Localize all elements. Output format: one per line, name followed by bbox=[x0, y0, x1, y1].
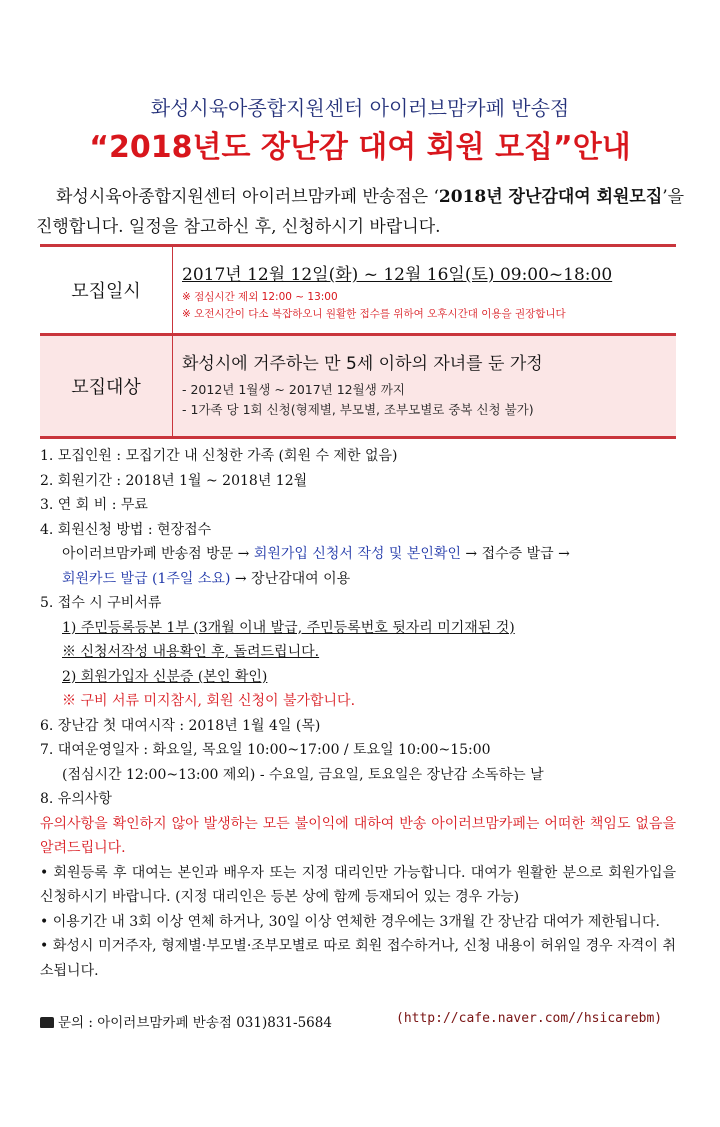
target-sub-1: - 2012년 1월생 ~ 2017년 12월생 까지 bbox=[182, 382, 405, 397]
list-item: 2) 회원가입자 신분증 (본인 확인) bbox=[62, 668, 268, 685]
list-item: 1. 모집인원 : 모집기간 내 신청한 가족 (회원 수 제한 없음) bbox=[40, 448, 398, 464]
list-item: 4. 회원신청 방법 : 현장접수 bbox=[40, 521, 212, 538]
intro-text-1: 화성시육아종합지원센터 아이러브맘카페 반송점은 ‘ bbox=[56, 187, 439, 207]
schedule-label: 모집일시 bbox=[40, 246, 173, 335]
details-list bbox=[40, 444, 676, 983]
table-row-schedule bbox=[40, 246, 676, 335]
list-item: 6. 장난감 첫 대여시작 : 2018년 1월 4일 (목) bbox=[40, 717, 321, 734]
phone-icon bbox=[40, 1017, 54, 1028]
intro-paragraph bbox=[36, 182, 686, 242]
organization-name: 화성시육아종합지원센터 아이러브맘카페 반송점 bbox=[150, 96, 570, 120]
schedule-main: 2017년 12월 12일(화) ~ 12월 16일(토) 09:00~18:00 bbox=[182, 265, 613, 285]
bullet-item: • 화성시 미거주자, 형제별·부모별·조부모별로 따로 회원 접수하거나, 신청 내용이 허위일 경우 자격이 취소됩니다. bbox=[40, 938, 676, 979]
schedule-note-1: ※ 점심시간 제외 12:00 ~ 13:00 bbox=[182, 291, 338, 303]
schedule-note-2: ※ 오전시간이 다소 복잡하오니 원활한 접수를 위하여 오후시간대 이용을 권장합니다 bbox=[182, 308, 566, 320]
list-item: 1) 주민등록등본 1부 (3개월 이내 발급, 주민등록번호 뒷자리 미기재된 것) bbox=[62, 619, 515, 636]
list-item: ※ 구비 서류 미지참시, 회원 신청이 불가합니다. bbox=[62, 693, 356, 709]
intro-text-2: ’을 진행합니다. 일정을 참고하신 후, 신청하시기 바랍니다. bbox=[36, 187, 685, 237]
list-item: (점심시간 12:00~13:00 제외) - 수요일, 금요일, 토요일은 장난감 소독하는 날 bbox=[62, 766, 544, 783]
list-item: 회원카드 발급 (1주일 소요) → 장난감대여 이용 bbox=[62, 570, 351, 587]
schedule-cell bbox=[173, 246, 677, 335]
bullet-item: • 이용기간 내 3회 이상 연체 하거나, 30일 이상 연체한 경우에는 3개월 간 장난감 대여가 제한됩니다. bbox=[40, 913, 660, 930]
table-row-target bbox=[40, 335, 676, 438]
list-item: 3. 연 회 비 : 무료 bbox=[40, 497, 148, 513]
footer bbox=[40, 1011, 680, 1031]
target-label: 모집대상 bbox=[40, 335, 173, 438]
target-cell bbox=[173, 335, 677, 438]
list-item: 2. 회원기간 : 2018년 1월 ~ 2018년 12월 bbox=[40, 472, 308, 489]
warning-text: 유의사항을 확인하지 않아 발생하는 모든 불이익에 대하여 반송 아이러브맘카페는 어떠한 책임도 없음을 알려드립니다. bbox=[40, 815, 676, 856]
list-item: 8. 유의사항 bbox=[40, 791, 112, 807]
list-item: 7. 대여운영일자 : 화요일, 목요일 10:00~17:00 / 토요일 10:00~15:00 bbox=[40, 742, 491, 758]
intro-bold: 2018년 장난감대여 회원모집 bbox=[438, 187, 663, 207]
info-table bbox=[40, 244, 676, 439]
target-sub-2: - 1가족 당 1회 신청(형제별, 부모별, 조부모별로 중복 신청 불가) bbox=[182, 402, 534, 417]
contact-text: 문의 : 아이러브맘카페 반송점 031)831-5684 bbox=[58, 1015, 332, 1031]
list-item: 아이러브맘카페 반송점 방문 → 회원가입 신청서 작성 및 본인확인 → 접수증 발급 → bbox=[62, 546, 570, 562]
list-item: 5. 접수 시 구비서류 bbox=[40, 595, 162, 611]
target-main: 화성시에 거주하는 만 5세 이하의 자녀를 둔 가정 bbox=[182, 354, 543, 374]
list-item: ※ 신청서작성 내용확인 후, 돌려드립니다. bbox=[62, 644, 320, 660]
bullet-item: • 회원등록 후 대여는 본인과 배우자 또는 지정 대리인만 가능합니다. 대여가 원활한 분으로 회원가입을 신청하시기 바랍니다. (지정 대리인은 등본 상에 함께 등재되어 있는 경우 가능) bbox=[40, 864, 676, 905]
cafe-link[interactable]: (http://cafe.naver.com//hsicarebm) bbox=[396, 1011, 663, 1026]
page-title: “2018년도 장난감 대여 회원 모집”안내 bbox=[89, 130, 631, 165]
